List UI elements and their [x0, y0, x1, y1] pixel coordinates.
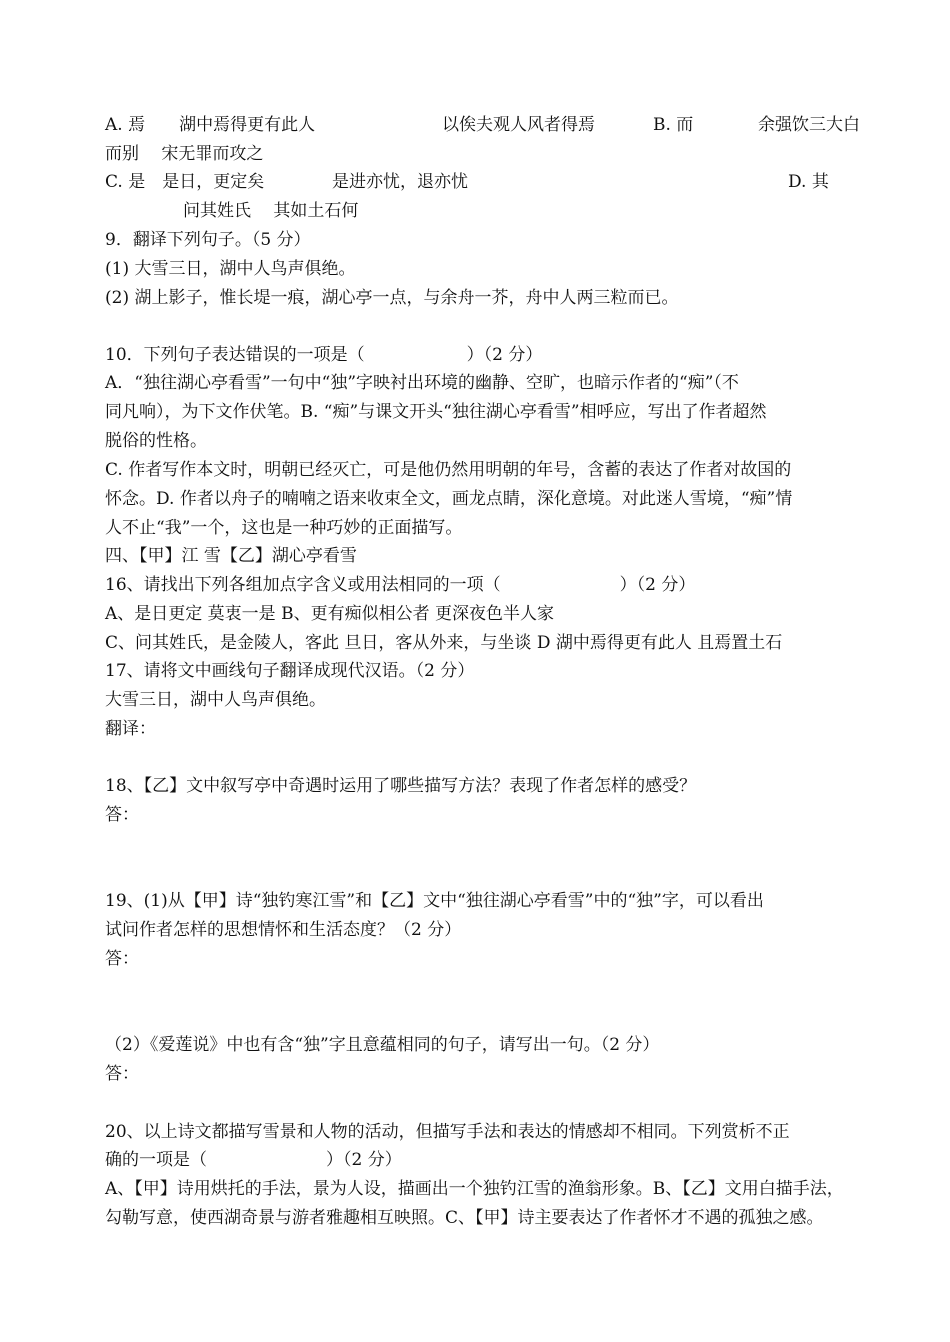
q17-answer-label: 翻译： [105, 719, 156, 739]
q16-options-ab: A、是日更定 莫衷一是 B、更有痴似相公者 更深夜色半人家 [105, 604, 554, 624]
q20-title-line-2: 确的一项是（ ）（2 分） [105, 1150, 402, 1170]
q16-options-cd: C、问其姓氏，是金陵人，客此 旦日，客从外来，与坐谈 D 湖中焉得更有此人 且焉置土石 [105, 633, 783, 653]
q9-title: 9．翻译下列句子。（5 分） [105, 230, 311, 250]
q8-option-c: C. 是 是日，更定矣 [105, 172, 265, 192]
q19-title-line-2: 试问作者怎样的思想情怀和生活态度？（2 分） [105, 920, 462, 940]
q10-line-2: 同凡响），为下文作伏笔。B. “痴”与课文开头“独往湖心亭看雪”相呼应，写出了作者超然 [105, 402, 767, 422]
q16-title: 16、请找出下列各组加点字含义或用法相同的一项（ ）（2 分） [105, 575, 696, 595]
q20-line-1: A、【甲】诗用烘托的手法，景为人设，描画出一个独钓江雪的渔翁形象。B、【乙】文用白描手法， [105, 1179, 844, 1199]
q10-line-3: 脱俗的性格。 [105, 431, 207, 451]
q8-option-b: B. 而 [653, 115, 694, 135]
q8-option-d-examples: 问其姓氏 其如土石何 [183, 201, 359, 221]
q10-line-4: C. 作者写作本文时，明朝已经灭亡，可是他仍然用明朝的年号，含蓄的表达了作者对故国的 [105, 460, 792, 480]
q17-title: 17、请将文中画线句子翻译成现代汉语。（2 分） [105, 661, 475, 681]
q18-answer-label: 答： [105, 805, 139, 825]
q10-line-6: 人不止“我”一个，这也是一种巧妙的正面描写。 [105, 518, 463, 538]
q8-option-b-continued: 而别 宋无罪而攻之 [105, 144, 264, 164]
q19-title-line-1: 19、(1)从【甲】诗“独钓寒江雪”和【乙】文中“独往湖心亭看雪”中的“独”字，可以看出 [105, 891, 764, 911]
q9-item-1: (1) 大雪三日，湖中人鸟声俱绝。 [105, 259, 356, 279]
q8-option-a: A. 焉 湖中焉得更有此人 [105, 115, 316, 135]
q18-title: 18、【乙】文中叙写亭中奇遇时运用了哪些描写方法？表现了作者怎样的感受？ [105, 776, 697, 796]
q8-option-a-example2: 以俟夫观人风者得焉 [442, 115, 595, 135]
q9-item-2: (2) 湖上影子，惟长堤一痕，湖心亭一点，与余舟一芥，舟中人两三粒而已。 [105, 288, 679, 308]
q20-title-line-1: 20、以上诗文都描写雪景和人物的活动，但描写手法和表达的情感却不相同。下列赏析不正 [105, 1122, 790, 1142]
q20-line-2: 勾勒写意，使西湖奇景与游者雅趣相互映照。C、【甲】诗主要表达了作者怀才不遇的孤独之感。 [105, 1208, 824, 1228]
section-4-heading: 四、【甲】江 雪【乙】湖心亭看雪 [105, 546, 357, 566]
q8-option-b-example1: 余强饮三大白 [758, 115, 860, 135]
q17-sentence: 大雪三日，湖中人鸟声俱绝。 [105, 690, 326, 710]
q19-answer-label: 答： [105, 949, 139, 969]
q19-part-2-title: （2）《爱莲说》中也有含“独”字且意蕴相同的句子，请写出一句。（2 分） [105, 1035, 660, 1055]
q10-title: 10．下列句子表达错误的一项是（ ）（2 分） [105, 345, 543, 365]
q10-line-5: 怀念。D. 作者以舟子的喃喃之语来收束全文，画龙点睛，深化意境。对此迷人雪境，“痴”情 [105, 489, 793, 509]
q8-option-d: D. 其 [788, 172, 829, 192]
q10-line-1: A．“独往湖心亭看雪”一句中“独”字映衬出环境的幽静、空旷，也暗示作者的“痴”（不 [105, 373, 739, 393]
q8-option-c-example2: 是进亦忧，退亦忧 [332, 172, 468, 192]
q19-part-2-answer-label: 答： [105, 1064, 139, 1084]
